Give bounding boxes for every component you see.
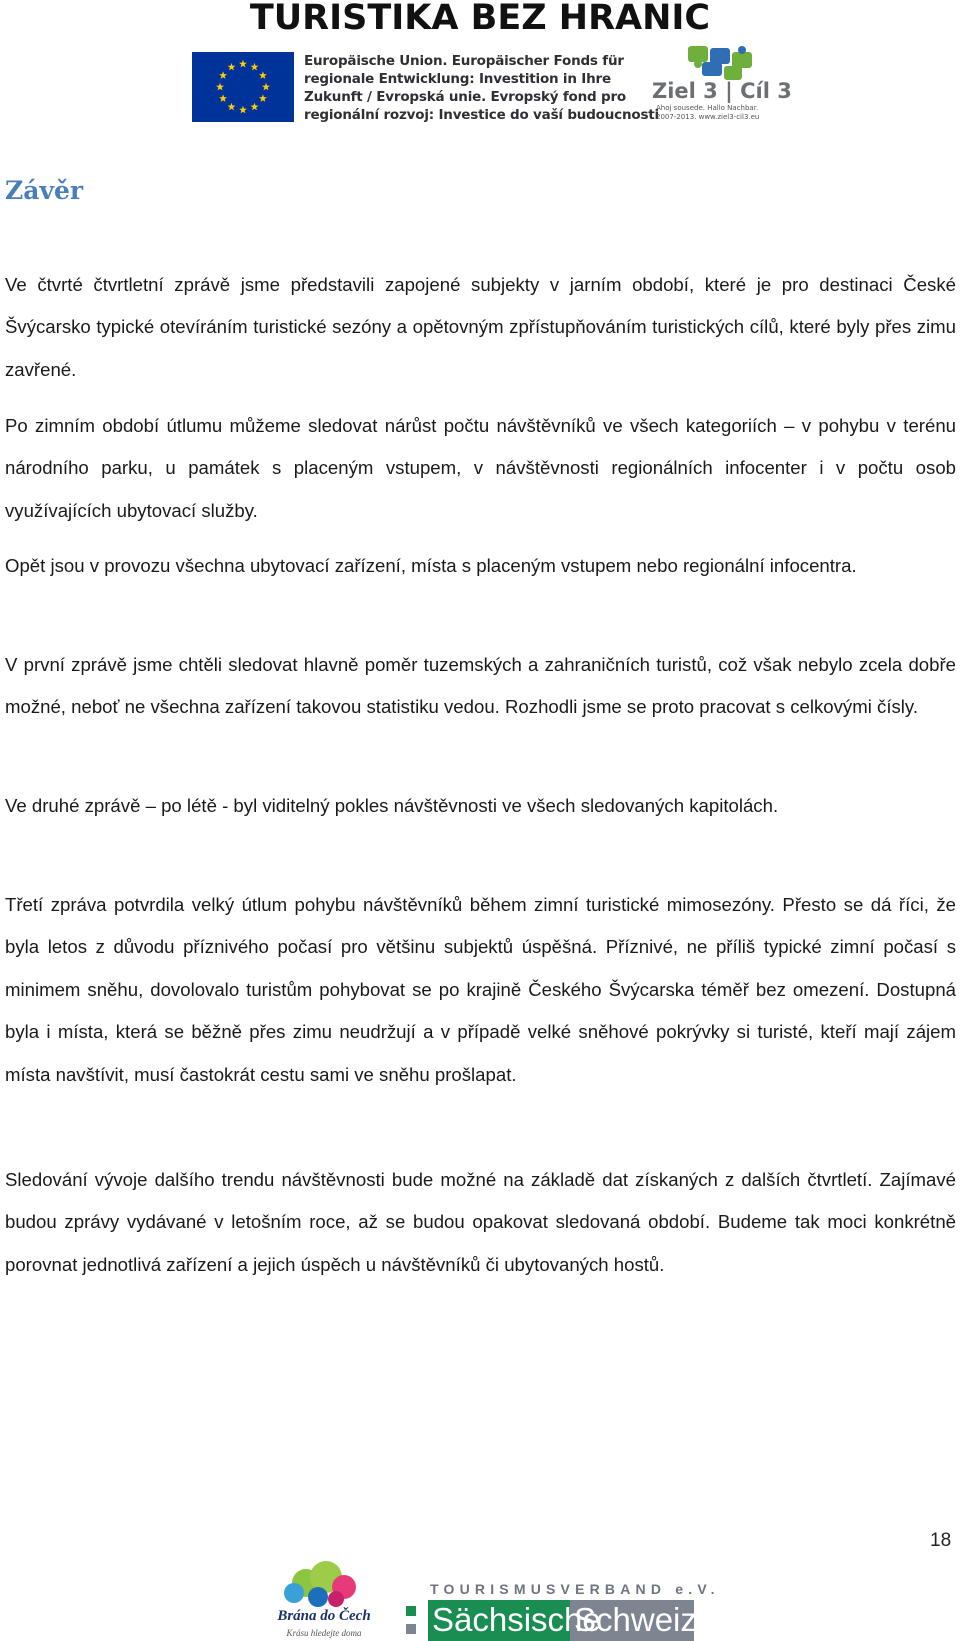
tourismusverband-label: TOURISMUSVERBAND e.V. — [430, 1581, 720, 1597]
page-title: TURISTIKA BEZ HRANIC — [249, 0, 711, 38]
brana-tagline: Krásu hledejte doma — [286, 1628, 362, 1638]
page-number: 18 — [930, 1530, 952, 1551]
eu-text-line: regionale Entwicklung: Investition in Ihre — [304, 71, 611, 87]
paragraph: Ve čtvrté čtvrtletní zprávě jsme představili zapojené subjekty v jarním období, které je pro destinaci České Švýcarsko typické otevíráním turistické sezóny a opětovným zpřístupňováním turistických cílů, které byly přes zimu zavřené. — [5, 274, 956, 380]
paragraph: Ve druhé zprávě – po létě - byl viditelný pokles návštěvnosti ve všech sledovaných kapitolách. — [5, 795, 779, 816]
ziel3-tagline-line: Ahoj sousede. Hallo Nachbar. — [656, 104, 759, 112]
paragraph: V první zprávě jsme chtěli sledovat hlavně poměr tuzemských a zahraničních turistů, což však nebylo zcela dobře možné, neboť ne všechna zařízení takovou statistiku vedou. Rozhodli jsme se proto pracovat s celkovými čísly. — [5, 654, 956, 718]
paragraph: Sledování vývoje dalšího trendu návštěvnosti bude možné na základě dat získaných z dalších čtvrtletí. Zajímavé budou zprávy vydávané v letošním roce, až se budou opakovat sledovaná období. Budeme tak moci konkrétně porovnat jednotlivá zařízení a jejich úspěch u návštěvníků či ubytovaných hostů. — [5, 1169, 956, 1275]
saechsische-schweiz-logo-icon — [400, 1600, 426, 1641]
paragraph: Třetí zpráva potvrdila velký útlum pohybu návštěvníků během zimní turistické mimosezóny. Přesto se dá říci, že byla letos z důvodu příznivého počasí pro většinu subjektů úspěšná. Příznivé, ne příliš typické zimní počasí s minimem sněhu, dovolovalo turistům pohybovat se po krajině Českého Švýcarska téměř bez omezení. Dostupná byla i místa, která se běžně přes zimu neudržují a v případě velké sněhové pokrývky si turisté, kteří mají zájem místa navštívit, musí častokrát cestu sami ve sněhu prošlapat. — [5, 894, 956, 1085]
schweiz-word: Schweiz — [574, 1601, 697, 1638]
ziel3-logo-text: Ziel 3 | Cíl 3 — [652, 79, 792, 103]
eu-flag-icon — [192, 52, 294, 122]
ziel3-tagline-line: 2007-2013. www.ziel3-cil3.eu — [656, 113, 760, 121]
section-heading: Závěr — [5, 176, 84, 205]
paragraph: Po zimním období útlumu můžeme sledovat nárůst počtu návštěvníků ve všech kategoriích – v pohybu v terénu národního parku, u památek s placeným vstupem, v návštěvnosti regionálních infocenter i v počtu osob využívajících ubytovací služby. — [5, 415, 956, 521]
eu-text-line: Zukunft / Evropská unie. Evropský fond pro — [304, 89, 626, 105]
eu-text-line: regionální rozvoj: Investice do vaší budoucnosti — [304, 107, 659, 123]
eu-text-line: Europäische Union. Europäischer Fonds für — [304, 53, 624, 69]
brana-name: Brána do Čech — [277, 1608, 371, 1624]
saechsische-word: Sächsische — [432, 1601, 601, 1638]
ziel3-tagline — [656, 104, 759, 122]
eu-funding-text — [304, 52, 659, 124]
paragraph: Opět jsou v provozu všechna ubytovací zařízení, místa s placeným vstupem nebo regionální infocentra. — [5, 555, 857, 576]
